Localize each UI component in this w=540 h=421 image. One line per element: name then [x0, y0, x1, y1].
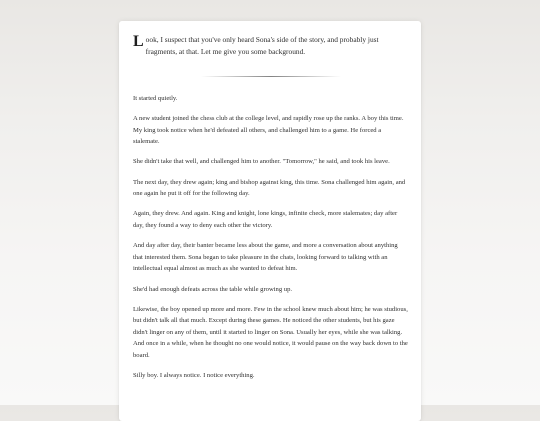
story-paragraph-4: The next day, they drew again; king and bishop against king, this time. Sona challenged him again, and one again he put it off for the following day. — [133, 178, 406, 198]
intro-text: ook, I suspect that you've only heard Sona's side of the story, and probably just fragments, at that. Let me give you some background. — [145, 35, 379, 57]
story-paragraph-1: It started quietly. — [133, 94, 178, 102]
story-paragraph-5: Again, they drew. And again. King and knight, lone kings, infinite check, more stalemates; day after day, they found a way to deny each other the victory. — [133, 210, 398, 229]
drop-cap: L — [133, 33, 144, 50]
story-paragraph-9: Silly boy. I always notice. I notice everything. — [133, 372, 255, 380]
story-paragraph-7: She'd had enough defeats across the table while growing up. — [133, 285, 293, 293]
story-body — [133, 93, 408, 382]
story-paragraph-2: A new student joined the chess club at the college level, and rapidly rose up the ranks. A boy this time. My king took notice when he'd defeated all others, and challenged him to a game. He forced a stalemate. — [133, 115, 404, 146]
intro-paragraph — [133, 34, 408, 59]
section-divider — [201, 76, 341, 77]
story-paragraph-8: Likewise, the boy opened up more and more. Few in the school knew much about him; he was studious, but didn't talk all that much. Except during these games. He noticed the other students, but his gaze didn't linger on any of them, until it started to linger on Sona. Usually her eyes, while she was talking. And once in a while, when he thought no one would notice, it would pause on the way back down to the board. — [133, 305, 408, 360]
story-paragraph-3: She didn't take that well, and challenged him to another. "Tomorrow," he said, and took his leave. — [133, 158, 390, 166]
story-page — [119, 21, 421, 421]
story-paragraph-6: And day after day, their banter became less about the game, and more a conversation about anything that interested them. Sona began to take pleasure in the chats, looking forward to talking with an intellectual equal almost as much as she wanted to defeat him. — [133, 242, 398, 273]
